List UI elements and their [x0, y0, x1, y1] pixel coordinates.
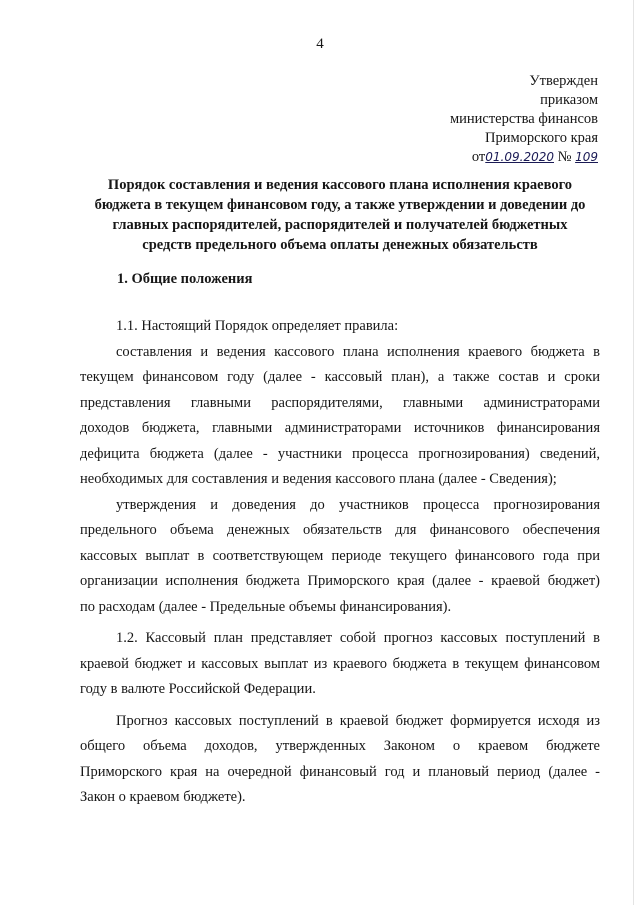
handwritten-order-number: 109: [575, 150, 598, 164]
text-line: доходов бюджета, главными администраторами источников финансирования: [80, 420, 600, 436]
approval-line: Утвержден: [529, 73, 598, 89]
text-line: составления и ведения кассового плана исполнения краевого бюджета в: [116, 343, 600, 360]
text-line: году в валюте Российской Федерации.: [80, 681, 316, 697]
title-line: бюджета в текущем финансовом году, а также утверждении и доведении до: [94, 197, 586, 213]
text-line: общего объема доходов, утвержденных Законом о краевом бюджете: [80, 738, 600, 754]
paragraph: [80, 314, 600, 340]
text-line: представления главными распорядителями, главными администраторами: [80, 394, 600, 411]
text-line: Закон о краевом бюджете).: [80, 789, 246, 805]
document-title: [82, 175, 598, 255]
approval-line: Приморского края: [484, 130, 598, 146]
approval-line: министерства финансов: [449, 111, 598, 127]
text-line: Прогноз кассовых поступлений в краевой бюджет формируется исходя из: [116, 712, 600, 729]
paragraph: [80, 340, 600, 493]
text-line: текущем финансовом году (далее - кассовый план), а также состав и сроки: [80, 369, 600, 385]
text-line: необходимых для составления и ведения кассового плана (далее - Сведения);: [80, 471, 557, 487]
page-number: 4: [316, 36, 324, 52]
title-line: главных распорядителей, распорядителей и получателей бюджетных: [112, 217, 568, 233]
text-line: дефицита бюджета (далее - участники процесса прогнозирования) сведений,: [80, 445, 600, 462]
section-heading: 1. Общие положения: [117, 271, 253, 287]
approval-date-prefix: от: [471, 149, 486, 165]
text-line: 1.2. Кассовый план представляет собой прогноз кассовых поступлений в: [116, 630, 600, 646]
text-line: организации исполнения бюджета Приморского края (далее - краевой бюджет): [80, 573, 600, 589]
approval-line: приказом: [540, 92, 598, 108]
text-line: утверждения и доведения до участников процесса прогнозирования: [116, 496, 600, 513]
paragraph: [80, 626, 600, 703]
paragraph: [80, 493, 600, 621]
approval-date-line: [360, 148, 598, 167]
body-text: [80, 314, 600, 811]
approval-number-sign: №: [557, 149, 572, 165]
scan-edge-line: [633, 0, 634, 905]
paragraph: [80, 709, 600, 811]
title-line: средств предельного объема оплаты денежных обязательств: [142, 237, 538, 253]
text-line: 1.1. Настоящий Порядок определяет правила:: [116, 318, 399, 334]
title-line: Порядок составления и ведения кассового плана исполнения краевого: [107, 177, 573, 193]
text-line: краевой бюджет и кассовых выплат из краевого бюджета в текущем финансовом: [80, 655, 600, 672]
approval-stamp-block: [360, 72, 598, 167]
text-line: по расходам (далее - Предельные объемы финансирования).: [80, 598, 452, 615]
handwritten-date: 01.09.2020: [485, 150, 554, 164]
text-line: кассовых выплат в соответствующем периоде текущего финансового года при: [80, 547, 600, 564]
text-line: предельного объема денежных обязательств для финансового обеспечения: [80, 522, 600, 538]
text-line: Приморского края на очередной финансовый год и плановый период (далее -: [80, 763, 600, 780]
